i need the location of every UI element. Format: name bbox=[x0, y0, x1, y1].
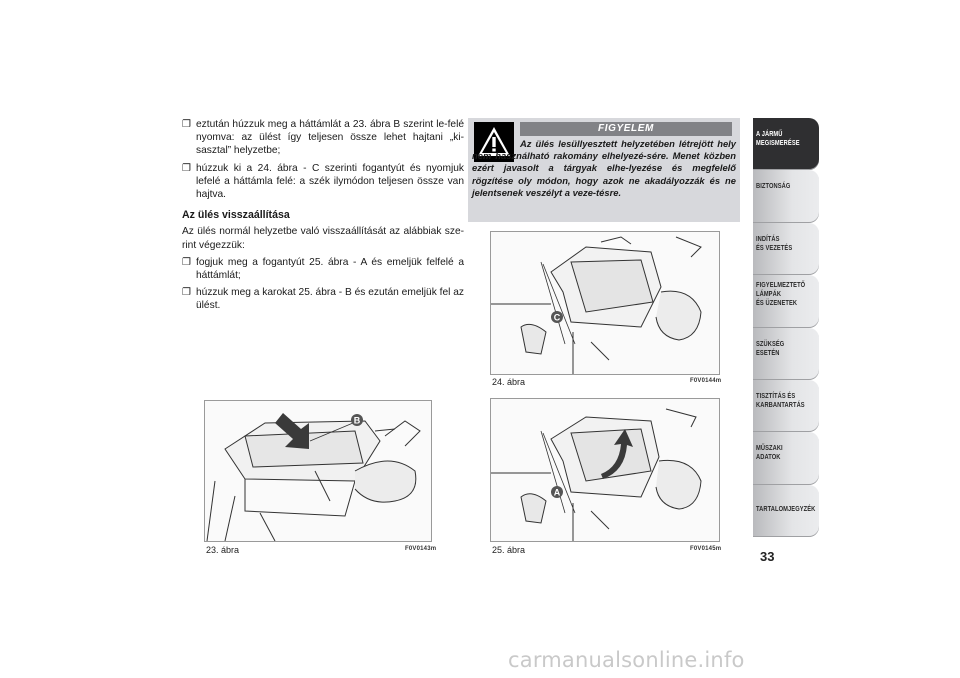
body-text-column bbox=[182, 118, 464, 317]
tab-vehicle[interactable]: A JÁRMŰ MEGISMERÉSE bbox=[753, 118, 819, 170]
seat-handle-a-illustration bbox=[491, 399, 719, 541]
page-number: 33 bbox=[760, 549, 775, 564]
figure-caption: 24. ábra bbox=[492, 377, 526, 387]
section-heading: Az ülés visszaállítása bbox=[182, 209, 290, 222]
figure-23 bbox=[204, 400, 432, 542]
tab-safety[interactable]: BIZTONSÁG bbox=[753, 170, 819, 222]
instruction-item bbox=[182, 286, 464, 312]
instruction-text: fogjuk meg a fogantyút 25. ábra - A és emeljük felfelé a háttámlát; bbox=[196, 256, 464, 282]
instruction-text: eztután húzzuk meg a háttámlát a 23. ábra B szerint le-felé nyomva: az ülést így teljesen össze lehet hajtani „ki-sasztal” helyzetbe; bbox=[196, 119, 464, 157]
chapter-tabs bbox=[753, 118, 819, 537]
callout-label: A bbox=[553, 487, 561, 498]
figure-code: F0V0144m bbox=[690, 378, 722, 384]
figure-25 bbox=[490, 398, 720, 542]
figure-24 bbox=[490, 231, 720, 375]
figure-code: F0V0143m bbox=[405, 546, 437, 552]
tab-emergency[interactable]: SZÜKSÉG ESETÉN bbox=[753, 328, 819, 380]
seat-folding-illustration bbox=[205, 401, 431, 541]
warning-box bbox=[468, 118, 740, 222]
instruction-text: húzzuk meg a karokat 25. ábra - B és ezután emeljük fel az ülést. bbox=[196, 287, 464, 312]
callout-label: B bbox=[353, 415, 361, 426]
tab-starting-driving[interactable]: INDÍTÁS ÉS VEZETÉS bbox=[753, 223, 819, 275]
callout-label: C bbox=[553, 312, 561, 323]
section-intro: Az ülés normál helyzetbe való visszaállítását az alábbiak sze-rint végezzük: bbox=[182, 226, 464, 251]
bullet-marker: ❐ bbox=[182, 256, 191, 268]
figure-caption: 25. ábra bbox=[492, 545, 526, 555]
instruction-item bbox=[182, 162, 464, 202]
instruction-item bbox=[182, 118, 464, 158]
warning-title: FIGYELEM bbox=[520, 122, 732, 136]
instruction-item bbox=[182, 256, 464, 282]
bullet-marker: ❐ bbox=[182, 287, 191, 299]
watermark-text: carmanualsonline.info bbox=[508, 648, 745, 672]
tab-index[interactable]: TARTALOMJEGYZÉK bbox=[753, 485, 819, 537]
bullet-marker: ❐ bbox=[182, 162, 191, 174]
figure-code: F0V0145m bbox=[690, 546, 722, 552]
seat-handle-c-illustration bbox=[491, 232, 719, 374]
tab-warning-lights[interactable]: FIGYELMEZTETŐ LÁMPÁK ÉS ÜZENETEK bbox=[753, 275, 819, 327]
tab-technical-data[interactable]: MŰSZAKI ADATOK bbox=[753, 432, 819, 484]
warning-text: Az ülés lesüllyesztett helyzetében létrejött hely nem használható rakomány elhelyezé-sére. Menet közben ezért javasolt a tárgyak elhe-lyezése és megfelelő rögzítése oly módon, hogy azok ne akadályozzák és ne jelentsenek veszélyt a veze-tésre. bbox=[472, 138, 736, 198]
tab-cleaning[interactable]: TISZTÍTÁS ÉS KARBANTARTÁS bbox=[753, 380, 819, 432]
figure-caption: 23. ábra bbox=[206, 545, 240, 555]
instruction-text: húzzuk ki a 24. ábra - C szerinti fogantyút és nyomjuk lefelé a háttámla felé: a szék ilymódon teljesen össze van hajtva. bbox=[196, 162, 464, 201]
bullet-marker: ❐ bbox=[182, 119, 191, 130]
